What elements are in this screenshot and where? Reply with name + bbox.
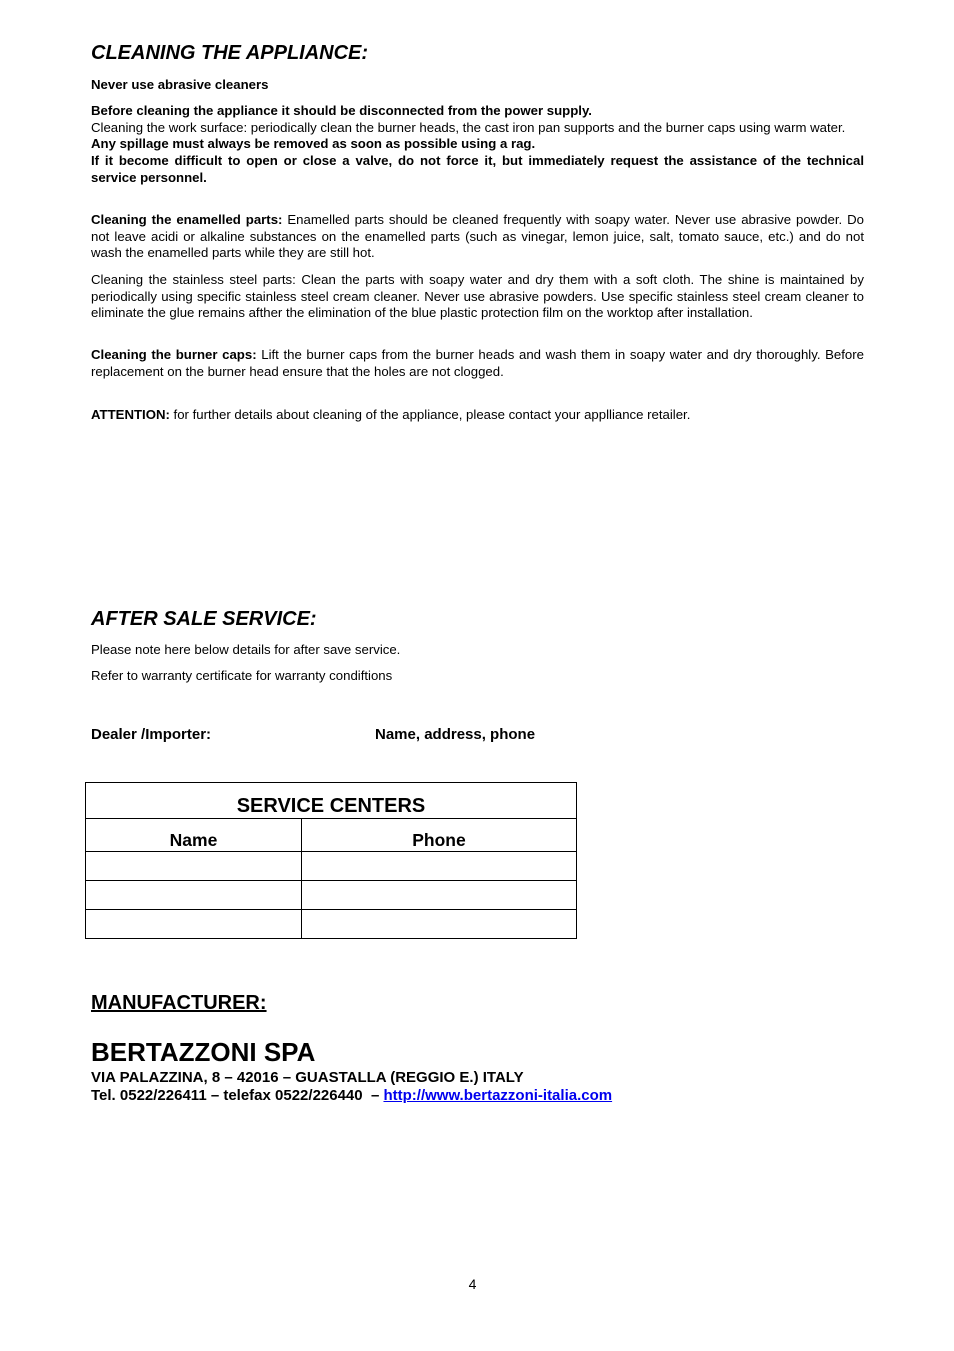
website-link[interactable]: http://www.bertazzoni-italia.com (383, 1087, 613, 1104)
cleaning-heading: CLEANING THE APPLIANCE: (91, 42, 369, 64)
enamelled-paragraph (91, 212, 864, 262)
service-centers-title: SERVICE CENTERS (86, 783, 577, 819)
never-abrasive-text: Never use abrasive cleaners (91, 77, 269, 92)
table-cell-name[interactable] (86, 910, 302, 939)
dealer-value: Name, address, phone (375, 726, 536, 743)
after-sale-heading: AFTER SALE SERVICE: (91, 608, 317, 630)
service-centers-table (85, 782, 577, 939)
spillage-text: Any spillage must always be removed as soon as possible using a rag. (91, 136, 536, 152)
table-row (86, 910, 577, 939)
caps-text: Lift the burner caps from the burner heads and wash them in soapy water and dry thoroughly. Before replacement on the burner head ensure that the holes are not clogged. (91, 347, 864, 379)
manufacturer-heading: MANUFACTURER: (91, 992, 267, 1014)
attention-paragraph (91, 407, 864, 424)
valve-text: If it become difficult to open or close a valve, do not force it, but immediately request the assistance of the technical service personnel. (91, 153, 864, 185)
table-cell-phone[interactable] (302, 881, 577, 910)
table-cell-name[interactable] (86, 852, 302, 881)
table-cell-phone[interactable] (302, 910, 577, 939)
cleaning-paragraph-block (91, 103, 864, 187)
caps-label: Cleaning the burner caps: (91, 347, 257, 362)
column-header-phone: Phone (302, 819, 577, 852)
page-number: 4 (468, 1276, 477, 1292)
after-sale-note: Please note here below details for after save service. (91, 642, 401, 657)
table-cell-phone[interactable] (302, 852, 577, 881)
company-contact (91, 1087, 612, 1104)
table-cell-name[interactable] (86, 881, 302, 910)
attention-text: for further details about cleaning of the appliance, please contact your applliance retailer. (169, 407, 691, 422)
enamelled-text: Enamelled parts should be cleaned frequently with soapy water. Never use abrasive powder. Do not leave acidi or alkaline substances on the enamelled parts (such as vinegar, lemon juice, salt, tomato sauce, etc.) and do not wash the enamelled parts while they are still hot. (91, 212, 864, 261)
company-address: VIA PALAZZINA, 8 – 42016 – GUASTALLA (REGGIO E.) ITALY (91, 1069, 524, 1086)
warranty-text: Refer to warranty certificate for warranty condiftions (91, 668, 393, 683)
attention-label: ATTENTION: (91, 407, 170, 422)
stainless-paragraph: Cleaning the stainless steel parts: Clean the parts with soapy water and dry them with a soft cloth. The shine is maintained by periodically using specific stainless steel cream cleaner. Never use abrasive powders. Use specific stainless steel cream cleaner to eliminate the glue remains afther the elimination of the blue plastic protection film on the worktop after installation. (91, 272, 864, 321)
contact-text: Tel. 0522/226411 – telefax 0522/226440 – (91, 1087, 384, 1104)
enamelled-label: Cleaning the enamelled parts: (91, 212, 283, 227)
column-header-name: Name (86, 819, 302, 852)
work-surface-text: Cleaning the work surface: periodically clean the burner heads, the cast iron pan supports and the burner caps using warm water. (91, 119, 846, 135)
company-name: BERTAZZONI SPA (91, 1037, 316, 1067)
disconnect-text: Before cleaning the appliance it should be disconnected from the power supply. (91, 103, 592, 118)
table-row (86, 881, 577, 910)
table-row (86, 852, 577, 881)
caps-paragraph (91, 347, 864, 380)
dealer-label: Dealer /Importer: (91, 726, 212, 743)
